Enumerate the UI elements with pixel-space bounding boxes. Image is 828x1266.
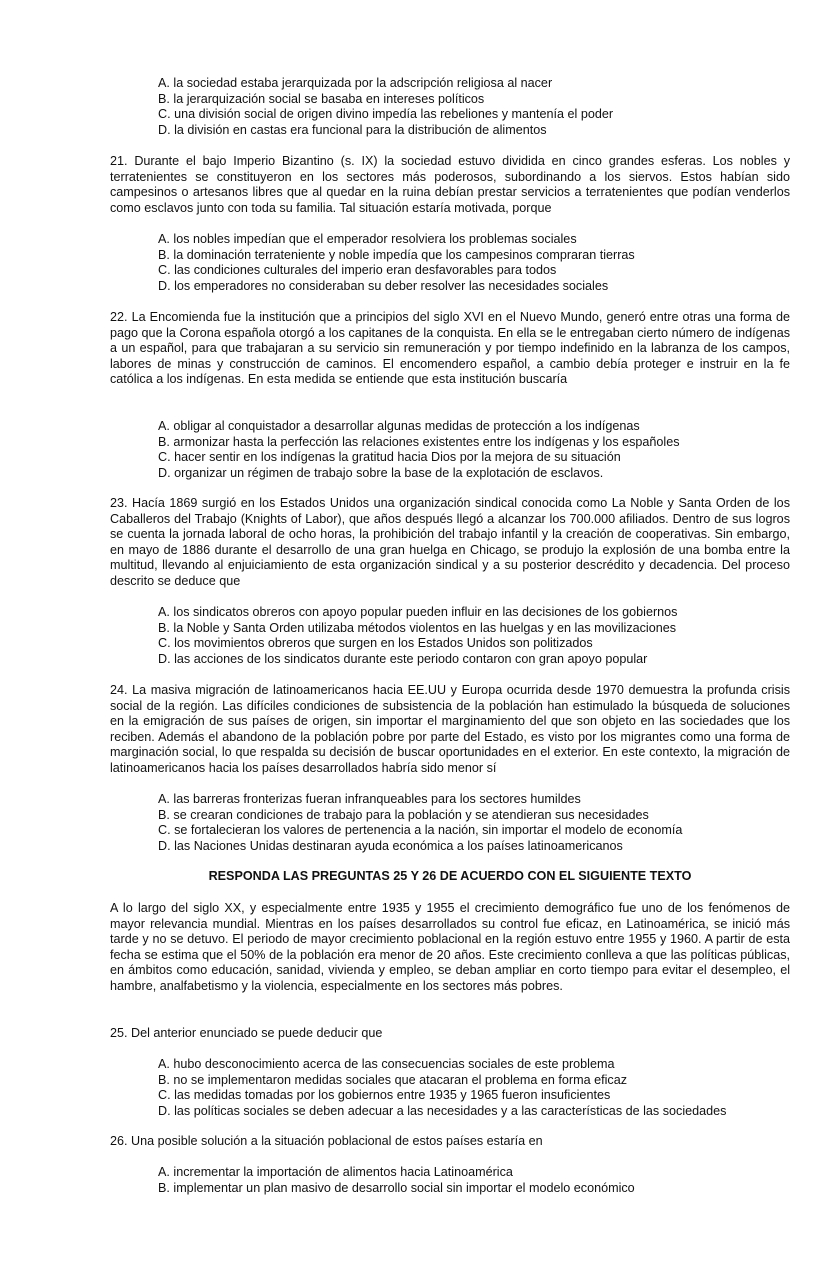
q24-options [158,792,798,854]
q23-option-c: C. los movimientos obreros que surgen en los Estados Unidos son politizados [158,636,593,651]
q23-option-a: A. los sindicatos obreros con apoyo popular pueden influir en las decisiones de los gobiernos [158,605,678,619]
q25-option-c: C. las medidas tomadas por los gobiernos entre 1935 y 1965 fueron insuficientes [158,1088,611,1103]
q23-stem: 23. Hacía 1869 surgió en los Estados Unidos una organización sindical conocida como La Noble y Santa Orden de los Caballeros del Trabajo (Knights of Labor), que años después llegó a alcanzar los 700.000 afiliados. Dentro de sus logros se cuenta la jornada laboral de ocho horas, la prohibición del trabajo infantil y la creación de cooperativas. Sin embargo, en mayo de 1886 durante el desarrollo de una gran huelga en Chicago, se produjo la explosión de una bomba entre la multitud, llevando al enjuiciamiento de esta organización sindical y a su posterior descrédito y decadencia. Del proceso descrito se deduce que [110,496,790,588]
q20-option-c: C. una división social de origen divino impedía las rebeliones y mantenía el poder [158,107,614,122]
section-text: A lo largo del siglo XX, y especialmente entre 1935 y 1955 el crecimiento demográfico fue uno de los fenómenos de mayor relevancia mundial. Mientras en los países desarrollados su control fue eficaz, en Latinoamérica, se inició más tarde y no se detuvo. El periodo de mayor crecimiento poblacional en la región estuvo entre 1955 y 1960. A partir de esta fecha se estima que el 50% de la población era menor de 20 años. Este crecimiento conlleva a que las políticas públicas, en ámbitos como educación, sanidad, vivienda y empleo, se deban ampliar en corto tiempo para evitar el desempleo, el hambre, analfabetismo y la violencia, especialmente en los sectores más pobres. [110,901,790,993]
q26-option-a: A. incrementar la importación de alimentos hacia Latinoamérica [158,1165,513,1179]
q25-option-a: A. hubo desconocimiento acerca de las consecuencias sociales de este problema [158,1057,615,1071]
q20-option-d: D. la división en castas era funcional para la distribución de alimentos [158,122,547,137]
q25-options [158,1057,798,1119]
q21-options [158,232,798,294]
q22-option-c: C. hacer sentir en los indígenas la gratitud hacia Dios por la mejora de su situación [158,450,621,465]
q21-option-d: D. los emperadores no consideraban su deber resolver las necesidades sociales [158,278,609,293]
q21-option-c: C. las condiciones culturales del imperio eran desfavorables para todos [158,263,557,278]
section-heading: RESPONDA LAS PREGUNTAS 25 Y 26 DE ACUERDO CON EL SIGUIENTE TEXTO [208,869,692,883]
q24-stem: 24. La masiva migración de latinoamericanos hacia EE.UU y Europa ocurrida desde 1970 demuestra la profunda crisis social de la región. Las difíciles condiciones de subsistencia de la población han estimulado la búsqueda de soluciones en la emigración de sus países de origen, sin importar el marginamiento del que son objeto en las sociedades que los reciben. Además el abandono de la población pobre por parte del Estado, es visto por los migrantes como una forma de marginación social, lo que respalda su decisión de buscar oportunidades en el exterior. En este contexto, la migración de latinoamericanos hacia los países desarrollados habría sido menor sí [110,683,790,775]
q23-option-b: B. la Noble y Santa Orden utilizaba métodos violentos en las huelgas y en las movilizaciones [158,620,677,635]
q26-option-b: B. implementar un plan masivo de desarrollo social sin importar el modelo económico [158,1180,635,1195]
q26-stem: 26. Una posible solución a la situación poblacional de estos países estaría en [110,1134,543,1148]
q23-option-d: D. las acciones de los sindicatos durante este periodo contaron con gran apoyo popular [158,651,648,666]
q24-option-d: D. las Naciones Unidas destinaran ayuda económica a los países latinoamericanos [158,838,623,853]
q20-option-b: B. la jerarquización social se basaba en intereses políticos [158,91,485,106]
q21-option-a: A. los nobles impedían que el emperador resolviera los problemas sociales [158,232,577,246]
q24-option-a: A. las barreras fronterizas fueran infranqueables para los sectores humildes [158,792,581,806]
q25-option-d: D. las políticas sociales se deben adecuar a las necesidades y a las características de las sociedades [158,1103,727,1118]
q20-options [158,76,798,138]
q25-stem: 25. Del anterior enunciado se puede deducir que [110,1026,383,1040]
q24-option-b: B. se crearan condiciones de trabajo para la población y se atendieran sus necesidades [158,807,649,822]
q23-options [158,605,798,667]
q24-option-c: C. se fortalecieran los valores de pertenencia a la nación, sin importar el modelo de economía [158,823,683,838]
q22-option-a: A. obligar al conquistador a desarrollar algunas medidas de protección a los indígenas [158,419,640,433]
q25-option-b: B. no se implementaron medidas sociales que atacaran el problema en forma eficaz [158,1072,628,1087]
q21-stem: 21. Durante el bajo Imperio Bizantino (s. IX) la sociedad estuvo dividida en cinco grandes esferas. Los nobles y terratenientes se constituyeron en los sectores más poderosos, subordinando a los siervos. Estos habían sido campesinos o artesanos libres que al quedar en la ruina debían prestar servicios a terratenientes que podían venderlos como esclavos junto con toda su familia. Tal situación estaría motivada, porque [110,154,790,215]
q20-option-a: A. la sociedad estaba jerarquizada por la adscripción religiosa al nacer [158,76,553,90]
q22-options [158,419,798,481]
q22-option-d: D. organizar un régimen de trabajo sobre la base de la explotación de esclavos. [158,465,604,480]
q21-option-b: B. la dominación terrateniente y noble impedía que los campesinos compraran tierras [158,247,635,262]
q22-stem: 22. La Encomienda fue la institución que a principios del siglo XVI en el Nuevo Mundo, generó entre otras una forma de pago que la Corona española otorgó a los capitanes de la conquista. En ella se le entregaban cierto número de indígenas a un español, para que trabajaran a su servicio sin remuneración y por tiempo indefinido en la labranza de los campos, labores de minas y construcción de caminos. El encomendero español, a cambio debía proteger e instruir en la fe católica a los indígenas. En esta medida se entiende que esta institución buscaría [110,310,790,387]
q26-options [158,1165,798,1196]
q22-option-b: B. armonizar hasta la perfección las relaciones existentes entre los indígenas y los españoles [158,434,680,449]
